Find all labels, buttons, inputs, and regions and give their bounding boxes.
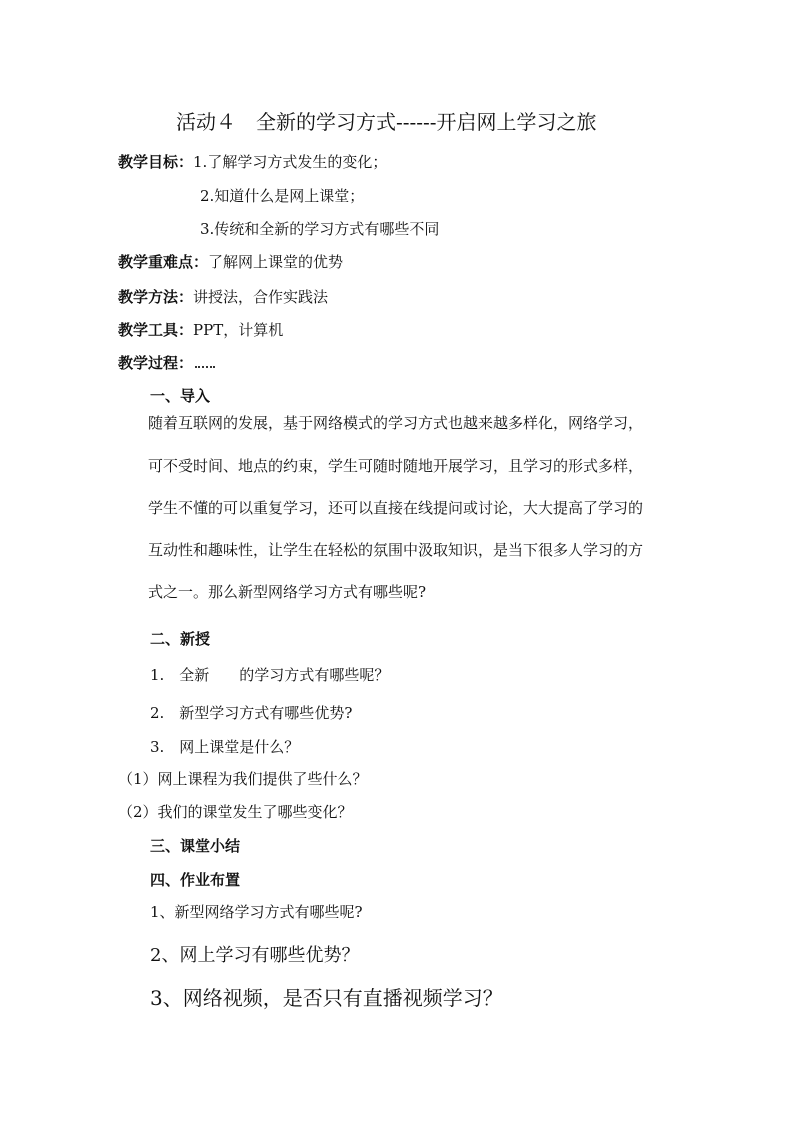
tools-value: PPT，计算机 — [193, 321, 284, 339]
process-dots — [195, 363, 215, 368]
lesson-question: 3. 网上课堂是什么？ — [150, 738, 300, 756]
objectives-label: 教学目标： — [118, 153, 194, 171]
intro-line: 互动性和趣味性，让学生在轻松的氛围中汲取知识，是当下很多人学习的方 — [148, 541, 644, 559]
method-row — [118, 286, 328, 307]
process-row — [118, 352, 215, 373]
objectives-row — [118, 151, 387, 172]
homework-heading: 四、作业布置 — [150, 871, 241, 889]
key-point-row — [118, 251, 343, 272]
lesson-subquestion: （1）网上课程为我们提供了些什么？ — [118, 770, 368, 788]
lesson-question: 1. 全新 的学习方式有哪些呢？ — [150, 666, 390, 684]
intro-line: 式之一。那么新型网络学习方式有哪些呢? — [148, 583, 427, 601]
intro-heading: 一、导入 — [150, 387, 211, 405]
lesson-subquestion: （2）我们的课堂发生了哪些变化？ — [118, 803, 353, 821]
intro-line: 学生不懂的可以重复学习，还可以直接在线提问或讨论，大大提高了学习的 — [148, 499, 644, 517]
homework-item: 2、网上学习有哪些优势？ — [150, 945, 360, 966]
objective-item: 3.传统和全新的学习方式有哪些不同 — [200, 220, 440, 238]
lesson-question: 2. 新型学习方式有哪些优势? — [150, 704, 353, 722]
summary-heading: 三、课堂小结 — [150, 837, 241, 855]
objective-item: 1.了解学习方式发生的变化； — [193, 153, 388, 171]
process-label: 教学过程： — [118, 354, 194, 372]
intro-line: 可不受时间、地点的约束，学生可随时随地开展学习，且学习的形式多样， — [148, 457, 644, 475]
method-label: 教学方法： — [118, 288, 194, 306]
method-value: 讲授法，合作实践法 — [193, 288, 329, 306]
intro-line: 随着互联网的发展，基于网络模式的学习方式也越来越多样化，网络学习， — [148, 414, 644, 432]
key-point-value: 了解网上课堂的优势 — [208, 253, 344, 271]
homework-item: 3、网络视频，是否只有直播视频学习？ — [150, 986, 503, 1010]
tools-row — [118, 319, 283, 340]
tools-label: 教学工具： — [118, 321, 194, 339]
page-title: 活动４ 全新的学习方式------开启网上学习之旅 — [176, 110, 597, 134]
homework-item: 1、新型网络学习方式有哪些呢? — [150, 903, 363, 921]
new-lesson-heading: 二、新授 — [150, 630, 211, 648]
key-point-label: 教学重难点： — [118, 253, 209, 271]
objective-item: 2.知道什么是网上课堂； — [200, 187, 365, 205]
